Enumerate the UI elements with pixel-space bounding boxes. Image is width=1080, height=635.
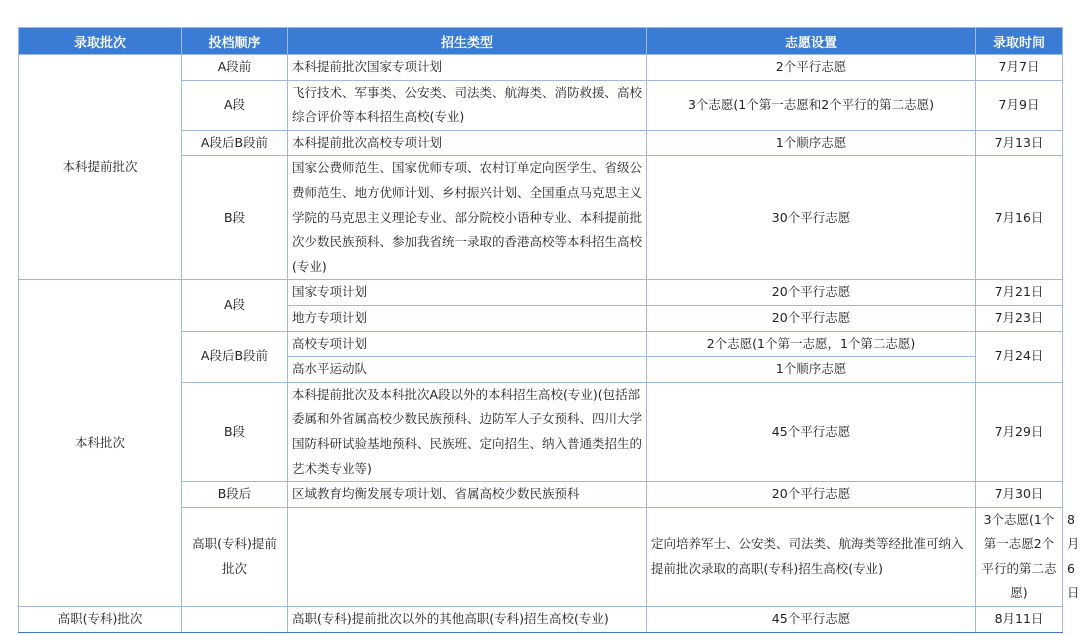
type-cell: 国家公费师范生、国家优师专项、农村订单定向医学生、省级公费师范生、地方优师计划、乡村振兴计划、全国重点马克思主义学院的马克思主义理论专业、部分院校小语种专业、本科提前批次少数民族预科、参加我省统一录取的香港高校等本科招生高校(专业)	[288, 156, 647, 280]
type-cell: 本科提前批次国家专项计划	[288, 55, 647, 81]
type-cell: 区域教育均衡发展专项计划、省属高校少数民族预科	[288, 482, 647, 508]
date-cell: 7月24日	[976, 331, 1063, 382]
volunteer-cell: 1个顺序志愿	[647, 130, 976, 156]
order-cell: B段	[182, 156, 288, 280]
volunteer-cell: 45个平行志愿	[647, 382, 976, 481]
date-cell: 7月23日	[976, 305, 1063, 331]
date-cell: 7月7日	[976, 55, 1063, 81]
date-cell: 8月11日	[976, 607, 1063, 633]
volunteer-cell: 45个平行志愿	[647, 607, 976, 633]
header-volunteer: 志愿设置	[647, 28, 976, 55]
table-header-row	[19, 28, 1063, 55]
order-cell	[288, 507, 647, 606]
order-cell: B段	[182, 382, 288, 481]
volunteer-cell: 20个平行志愿	[647, 482, 976, 508]
volunteer-cell: 20个平行志愿	[647, 305, 976, 331]
type-cell: 定向培养军士、公安类、司法类、航海类等经批准可纳入提前批次录取的高职(专科)招生高校(专业)	[647, 507, 976, 606]
batch-cell: 本科提前批次	[19, 55, 182, 280]
date-cell: 7月21日	[976, 280, 1063, 306]
volunteer-cell: 20个平行志愿	[647, 280, 976, 306]
table-row	[19, 55, 1063, 81]
order-cell: A段后B段前	[182, 331, 288, 382]
type-cell: 地方专项计划	[288, 305, 647, 331]
volunteer-cell: 3个志愿(1个第一志愿和2个平行的第二志愿)	[647, 80, 976, 130]
table-row	[19, 280, 1063, 306]
admission-schedule-table	[18, 27, 1080, 633]
type-cell: 飞行技术、军事类、公安类、司法类、航海类、消防救援、高校综合评价等本科招生高校(专业)	[288, 80, 647, 130]
volunteer-cell: 3个志愿(1个第一志愿2个平行的第二志愿)	[976, 507, 1063, 606]
type-cell: 高水平运动队	[288, 357, 647, 383]
order-cell: A段	[182, 80, 288, 130]
order-cell: B段后	[182, 482, 288, 508]
type-cell: 高校专项计划	[288, 331, 647, 357]
type-cell: 高职(专科)提前批次以外的其他高职(专科)招生高校(专业)	[288, 607, 647, 633]
table-row	[19, 607, 1063, 633]
date-cell: 7月30日	[976, 482, 1063, 508]
volunteer-cell: 1个顺序志愿	[647, 357, 976, 383]
order-cell	[182, 607, 288, 633]
volunteer-cell: 2个志愿(1个第一志愿，1个第二志愿)	[647, 331, 976, 357]
batch-cell: 高职(专科)提前批次	[182, 507, 288, 606]
type-cell: 本科提前批次及本科批次A段以外的本科招生高校(专业)(包括部委属和外省属高校少数民族预科、边防军人子女预科、四川大学国防科研试验基地预科、民族班、定向招生、纳入普通类招生的艺术类专业等)	[288, 382, 647, 481]
header-order: 投档顺序	[182, 28, 288, 55]
header-date: 录取时间	[976, 28, 1063, 55]
batch-cell: 本科批次	[19, 280, 182, 607]
date-cell: 7月13日	[976, 130, 1063, 156]
order-cell: A段前	[182, 55, 288, 81]
table-row: 高职(专科)提前批次 定向培养军士、公安类、司法类、航海类等经批准可纳入提前批次录取的高职(专科)招生高校(专业) 3个志愿(1个第一志愿2个平行的第二志愿) 8月6日	[19, 507, 1063, 606]
order-cell: A段	[182, 280, 288, 331]
order-cell: A段后B段前	[182, 130, 288, 156]
header-type: 招生类型	[288, 28, 647, 55]
type-cell: 本科提前批次高校专项计划	[288, 130, 647, 156]
volunteer-cell: 30个平行志愿	[647, 156, 976, 280]
volunteer-cell: 2个平行志愿	[647, 55, 976, 81]
date-cell: 7月29日	[976, 382, 1063, 481]
date-cell: 7月16日	[976, 156, 1063, 280]
header-batch: 录取批次	[19, 28, 182, 55]
date-cell: 7月9日	[976, 80, 1063, 130]
batch-cell: 高职(专科)批次	[19, 607, 182, 633]
type-cell: 国家专项计划	[288, 280, 647, 306]
